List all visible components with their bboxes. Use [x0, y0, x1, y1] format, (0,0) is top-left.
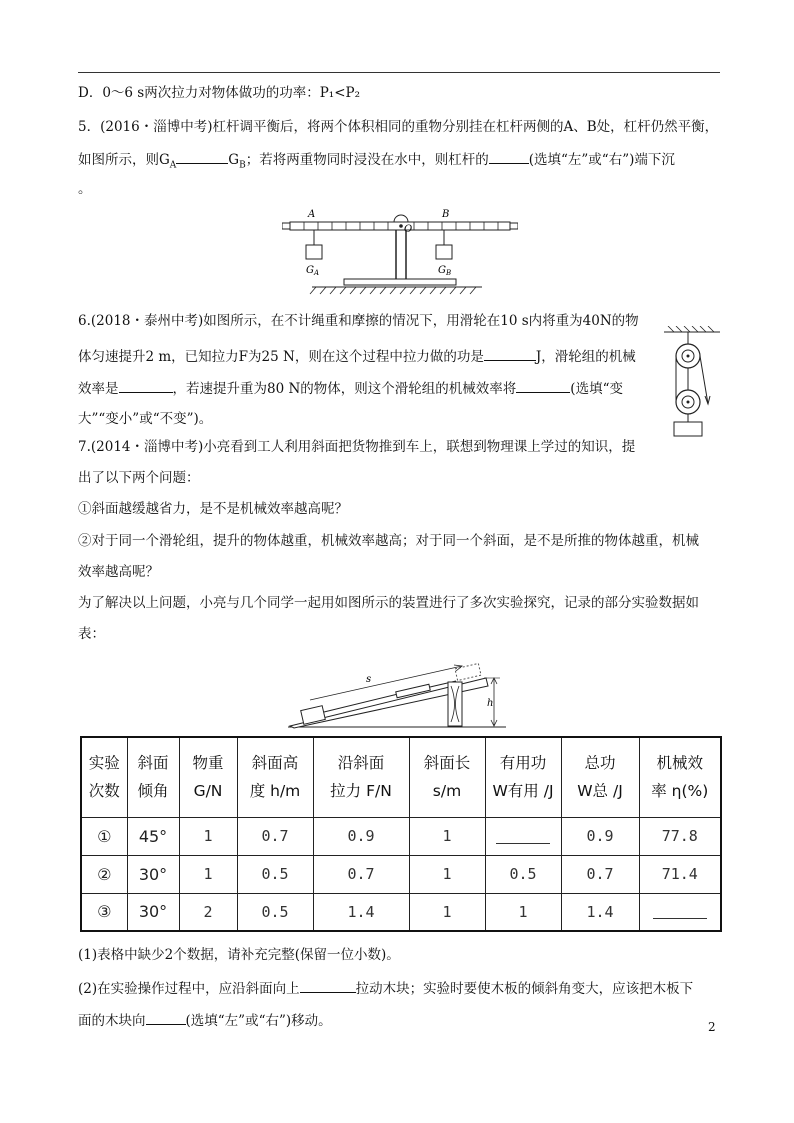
blank-s2-1[interactable] [300, 978, 356, 993]
lever-label-gb: $G_B$ [438, 265, 452, 277]
header-cell: 斜面高 度 h/m [237, 737, 313, 817]
q6-line-4: 大”“变小”或“不变”)。 [78, 411, 213, 427]
lever-label-a: A [308, 209, 316, 220]
q7-line-7: 表： [78, 626, 105, 642]
sub-question-2-line-1: (2)在实验操作过程中，应沿斜面向上 拉动木块；实验时要使木板的倾斜角变大，应该把木板下 [78, 978, 693, 998]
pulley-figure [662, 326, 722, 444]
lever-figure [282, 205, 518, 300]
header-cell: 有用功 W有用 /J [485, 737, 561, 817]
incline-figure [288, 660, 508, 732]
q6-line-2: 体匀速提升2 m，已知拉力F为25 N，则在这个过程中拉力做的功是 J，滑轮组的机械 [78, 346, 636, 366]
page-number: 2 [708, 1020, 716, 1034]
incline-label-h: h [487, 698, 494, 709]
q6-line-3: 效率是 ，若速提升重为80 N的物体，则这个滑轮组的机械效率将 (选填“变 [78, 378, 623, 398]
q5-line-2: 如图所示，则$G_A$ $G_B$；若将两重物同时浸没在水中，则杠杆的 (选填“左”或“右”)端下沉 [78, 149, 675, 175]
blank-q5-2[interactable] [489, 149, 529, 164]
table-row: ① 45° 1 0.7 0.9 1 0.9 77.8 [81, 817, 721, 855]
header-rule [78, 72, 720, 73]
lever-label-o: O [404, 224, 413, 235]
lever-label-ga: $G_A$ [306, 265, 320, 277]
incline-label-s: s [366, 674, 372, 685]
q7-line-6: 为了解决以上问题，小亮与几个同学一起用如图所示的装置进行了多次实验探究，记录的部分实验数据如 [78, 595, 699, 611]
header-cell: 斜面 倾角 [127, 737, 179, 817]
header-cell: 物重 G/N [179, 737, 237, 817]
header-cell: 实验 次数 [81, 737, 127, 817]
sub-question-2-line-2: 面的木块向 (选填“左”或“右”)移动。 [78, 1010, 332, 1030]
q6-line-1: 6.(2018・泰州中考)如图所示，在不计绳重和摩擦的情况下，用滑轮在10 s内将重为40N的物 [78, 313, 639, 329]
header-cell: 沿斜面 拉力 F/N [313, 737, 409, 817]
table-row: ② 30° 1 0.5 0.7 1 0.5 0.7 71.4 [81, 855, 721, 893]
blank-useful-work[interactable] [485, 817, 561, 855]
q7-line-2: 出了以下两个问题： [78, 470, 200, 486]
sub-question-1: (1)表格中缺少2个数据，请补充完整(保留一位小数)。 [78, 947, 400, 963]
q5-line-3: 。 [78, 181, 92, 197]
lever-label-b: B [442, 209, 450, 220]
blank-q6-1[interactable] [484, 346, 536, 361]
table-header-row [81, 737, 721, 817]
blank-efficiency[interactable] [639, 893, 721, 931]
q7-line-1: 7.(2014・淄博中考)小亮看到工人利用斜面把货物推到车上，联想到物理课上学过的知识，提 [78, 439, 636, 455]
q7-line-5: 效率越高呢？ [78, 564, 159, 580]
blank-s2-2[interactable] [146, 1010, 186, 1025]
blank-q6-2[interactable] [119, 378, 173, 393]
header-cell: 机械效 率 η(%) [639, 737, 721, 817]
header-cell: 总功 W总 /J [561, 737, 639, 817]
q7-line-4: ②对于同一个滑轮组，提升的物体越重，机械效率越高；对于同一个斜面，是不是所推的物体越重，机械 [78, 533, 699, 549]
experiment-table [80, 736, 722, 932]
header-cell: 斜面长 s/m [409, 737, 485, 817]
option-d: D．0～6 s两次拉力对物体做功的功率：P₁<P₂ [78, 85, 361, 101]
table-row: ③ 30° 2 0.5 1.4 1 1 1.4 [81, 893, 721, 931]
blank-q6-3[interactable] [516, 378, 570, 393]
q7-line-3: ①斜面越缓越省力，是不是机械效率越高呢？ [78, 501, 348, 517]
q5-line-1: 5．(2016・淄博中考)杠杆调平衡后，将两个体积相同的重物分别挂在杠杆两侧的A、B处，杠杆仍然平衡， [78, 119, 719, 135]
blank-q5-1[interactable] [176, 149, 228, 164]
